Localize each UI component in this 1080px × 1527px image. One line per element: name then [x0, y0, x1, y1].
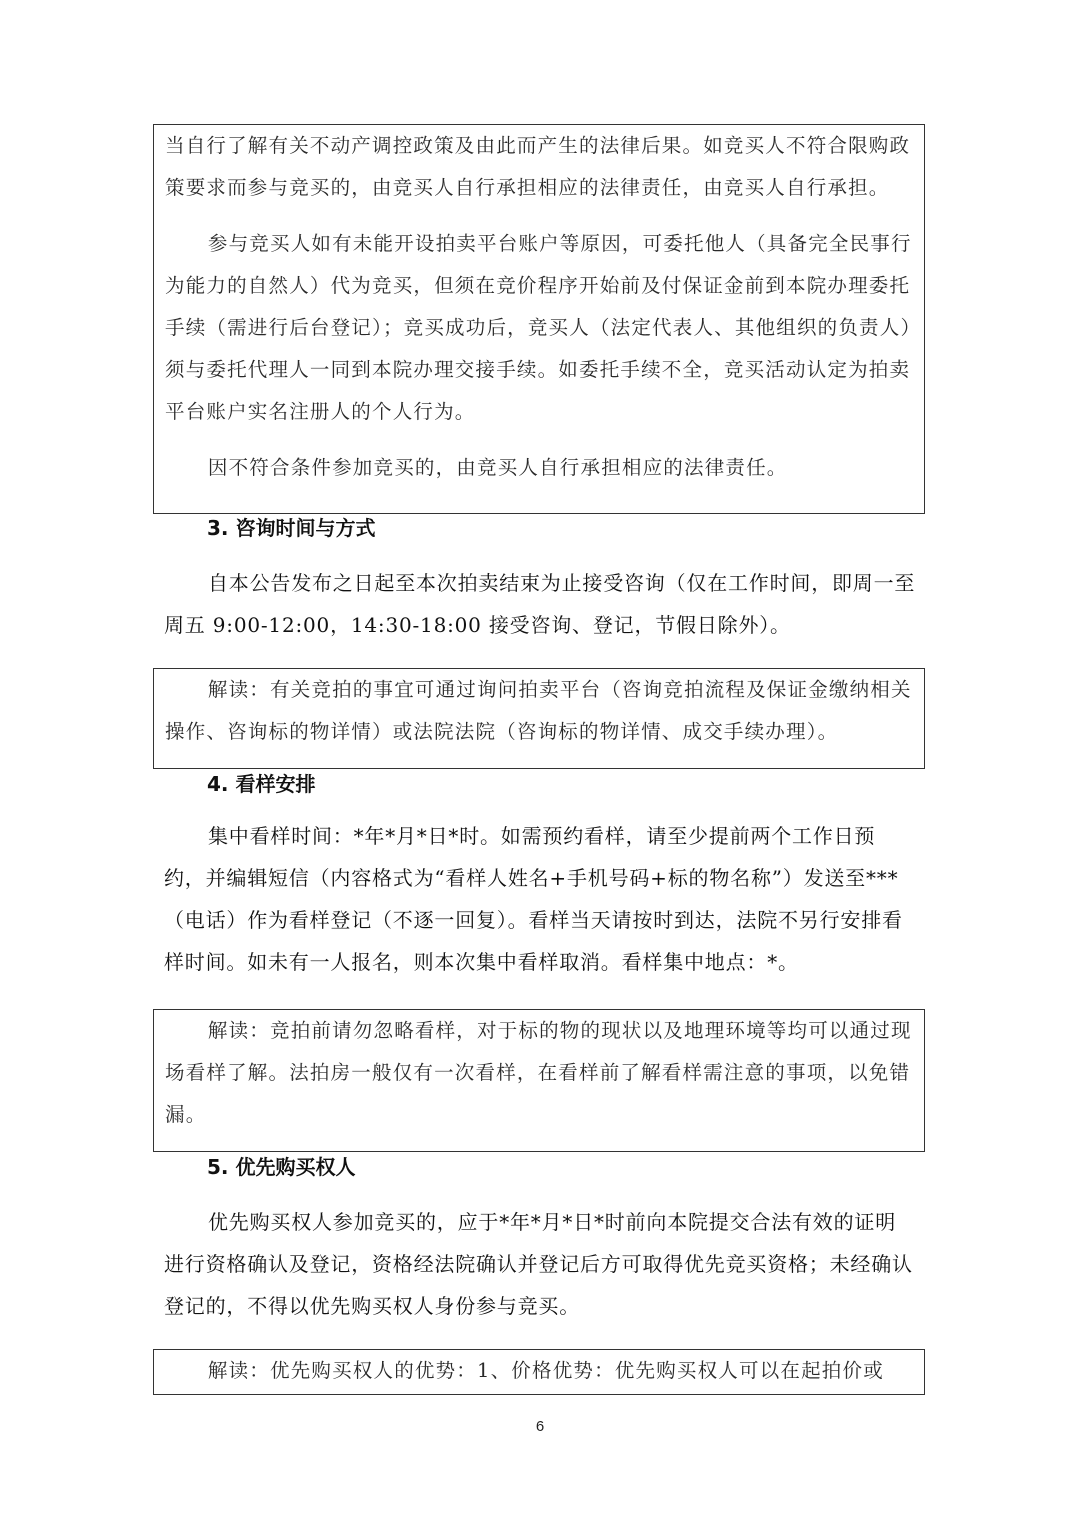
- box1-paragraph-2: 参与竞买人如有未能开设拍卖平台账户等原因，可委托他人（具备完全民事行为能力的自然人）代为竞买，但须在竞价程序开始前及付保证金前到本院办理委托手续（需进行后台登记）；竞买成功后，竞买人（法定代表人、其他组织的负责人）须与委托代理人一同到本院办理交接手续。如委托手续不全，竞买活动认定为拍卖平台账户实名注册人的个人行为。: [165, 232, 912, 423]
- interpretation-box-1: [153, 124, 925, 514]
- box1-paragraph-1: 当自行了解有关不动产调控政策及由此而产生的法律后果。如竞买人不符合限购政策要求而参与竞买的，由竞买人自行承担相应的法律责任，由竞买人自行承担。: [165, 134, 911, 199]
- section-3-body: 自本公告发布之日起至本次拍卖结束为止接受咨询（仅在工作时间，即周一至周五 9:00-12:00，14:30-18:00 接受咨询、登记，节假日除外）。: [164, 571, 916, 637]
- interpretation-box-3: [153, 668, 925, 769]
- section-3-note: 解读：有关竞拍的事宜可通过询问拍卖平台（咨询竞拍流程及保证金缴纳相关操作、咨询标的物详情）或法院法院（咨询标的物详情、成交手续办理）。: [165, 678, 912, 743]
- section-3-heading: 3. 咨询时间与方式: [207, 516, 376, 540]
- box1-paragraph-3: 因不符合条件参加竞买的，由竞买人自行承担相应的法律责任。: [207, 456, 788, 479]
- section-5-note: 解读：优先购买权人的优势：1、价格优势：优先购买权人可以在起拍价或: [207, 1359, 884, 1382]
- section-5-body: 优先购买权人参加竞买的，应于*年*月*日*时前向本院提交合法有效的证明进行资格确认及登记，资格经法院确认并登记后方可取得优先竞买资格；未经确认登记的，不得以优先购买权人身份参与竞买。: [164, 1210, 913, 1318]
- interpretation-box-4: [153, 1009, 925, 1152]
- section-4-body: 集中看样时间：*年*月*日*时。如需预约看样，请至少提前两个工作日预约，并编辑短信（内容格式为“看样人姓名+手机号码+标的物名称”）发送至***（电话）作为看样登记（不逐一回复）。看样当天请按时到达，法院不另行安排看样时间。如未有一人报名，则本次集中看样取消。看样集中地点：*。: [164, 824, 903, 974]
- section-5-heading: 5. 优先购买权人: [207, 1155, 356, 1179]
- section-4-note: 解读：竞拍前请勿忽略看样，对于标的物的现状以及地理环境等均可以通过现场看样了解。法拍房一般仅有一次看样，在看样前了解看样需注意的事项，以免错漏。: [165, 1019, 912, 1126]
- interpretation-box-5: [153, 1349, 925, 1395]
- page-number: 6: [535, 1418, 545, 1435]
- section-4-heading: 4. 看样安排: [207, 772, 316, 796]
